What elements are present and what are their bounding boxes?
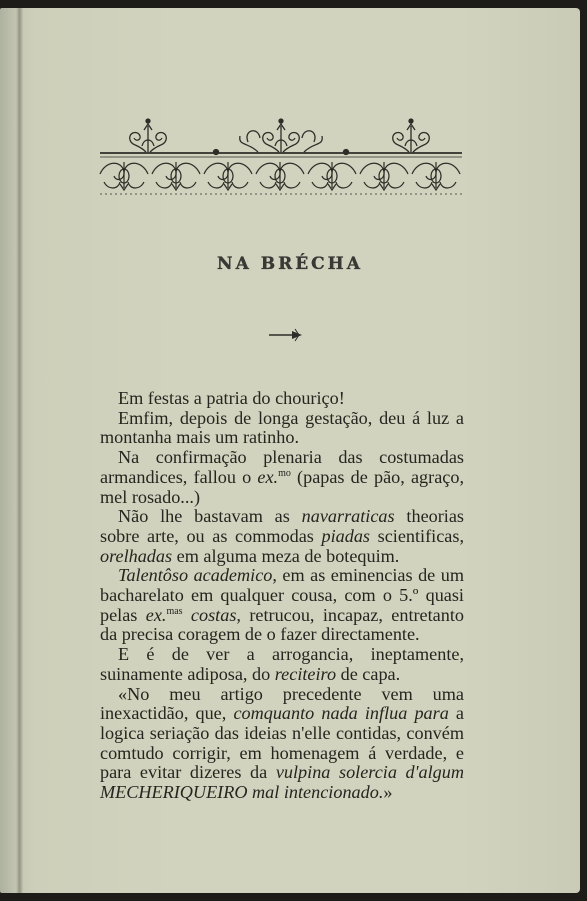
paragraph-5-superscript: mas — [166, 605, 183, 617]
paragraph-3 — [100, 448, 464, 507]
body-text — [100, 389, 464, 803]
paragraph-6-text-b: de capa. — [336, 663, 401, 684]
paragraph-6-italic: reciteiro — [274, 663, 337, 684]
page-gutter-shadow — [16, 8, 23, 893]
paragraph-7-text-b: a logica seriação das ideias n'elle contidas, convém comtudo corrigir, em homenagem á verdade, e para evitar dizeres da — [100, 703, 465, 783]
chapter-title — [0, 254, 580, 274]
paragraph-4-text-c: scientificas, — [370, 525, 464, 546]
paragraph-3-superscript: mo — [278, 467, 291, 479]
paragraph-4-text-b: theorias sobre arte, ou as commodas — [100, 506, 465, 546]
paragraph-6 — [100, 645, 464, 684]
paragraph-4 — [100, 507, 464, 566]
paragraph-4-italic-2: piadas — [321, 525, 370, 546]
paragraph-3-text-a: Na confirmação plenaria das costumadas armandices, fallou o — [100, 447, 464, 487]
book-page — [0, 8, 580, 893]
small-divider-ornament — [268, 328, 304, 342]
paragraph-1 — [100, 389, 464, 409]
paragraph-1-text: Em festas a patria do chouriço! — [118, 388, 345, 408]
paragraph-7-italic-1: comquanto nada influa para — [233, 703, 449, 724]
paragraph-5-text-b: retrucou, incapaz, entretanto da precisa coragem de o fazer directamente. — [100, 604, 464, 645]
paragraph-5-italic-1: Talentôso academico — [118, 565, 273, 586]
paragraph-5-text-a: , em as eminencias de um bacharelato em qualquer cousa, com o 5.º quasi pelas — [100, 565, 464, 625]
paragraph-7-italic-2: vulpina solercia d'algum MECHERIQUEIRO mal intencionado. — [100, 762, 464, 803]
paragraph-4-italic-1: navarraticas — [301, 506, 395, 527]
chapter-title-text: NA BRÉCHA — [217, 254, 363, 274]
paragraph-6-text-a: E é de ver a arrogancia, ineptamente, suinamente adiposa, do — [100, 644, 464, 684]
paragraph-3-abbrev: ex. — [257, 466, 279, 487]
decorative-header-ornament — [98, 116, 464, 206]
paragraph-5 — [100, 566, 464, 645]
paragraph-5-italic-2: costas, — [182, 604, 241, 625]
paragraph-2-text: Emfim, depois de longa gestação, deu á luz a montanha mais um ratinho. — [100, 407, 464, 448]
paragraph-5-abbrev: ex. — [145, 604, 167, 625]
paragraph-2 — [100, 409, 464, 448]
paragraph-4-text-d: em alguma meza de botequim. — [172, 545, 400, 566]
paragraph-7-text-c: » — [383, 782, 393, 803]
paragraph-7 — [100, 685, 464, 803]
paragraph-4-italic-3: orelhadas — [100, 545, 173, 566]
paragraph-3-text-b: (papas de pão, agraço, mel rosado...) — [100, 466, 464, 507]
paragraph-4-text-a: Não lhe bastavam as — [118, 506, 302, 527]
paragraph-7-text-a: «No meu artigo precedente vem uma inexactidão, que, — [100, 683, 464, 724]
